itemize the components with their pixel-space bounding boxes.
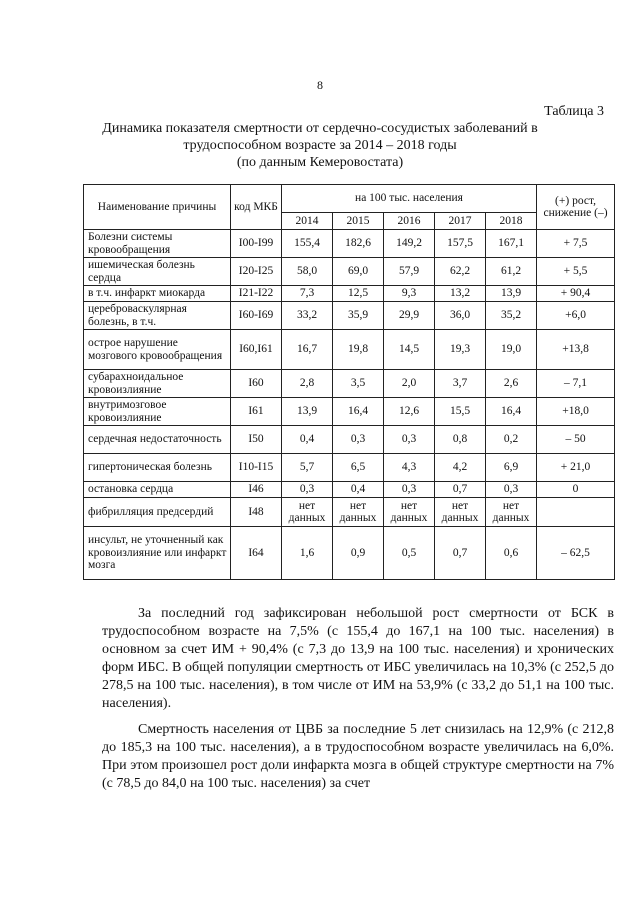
rate-cell: 69,0	[333, 258, 384, 286]
cause-name: сердечная недостаточность	[84, 426, 231, 454]
icd-code: I20-I25	[231, 258, 282, 286]
change-cell: + 90,4	[537, 286, 615, 302]
header-year: 2018	[486, 213, 537, 230]
change-cell: +13,8	[537, 330, 615, 370]
cause-name: цереброваскулярная болезнь, в т.ч.	[84, 302, 231, 330]
rate-cell: 14,5	[384, 330, 435, 370]
rate-cell: 0,3	[282, 482, 333, 498]
change-cell: + 7,5	[537, 230, 615, 258]
rate-cell: 12,5	[333, 286, 384, 302]
icd-code: I46	[231, 482, 282, 498]
rate-cell: 6,9	[486, 454, 537, 482]
table-row	[84, 258, 615, 286]
icd-code: I61	[231, 398, 282, 426]
rate-cell: 0,3	[486, 482, 537, 498]
change-cell	[537, 498, 615, 527]
cause-name: остановка сердца	[84, 482, 231, 498]
table-row	[84, 230, 615, 258]
table-title	[60, 120, 580, 171]
rate-cell: нет данных	[384, 498, 435, 527]
header-year: 2016	[384, 213, 435, 230]
icd-code: I60-I69	[231, 302, 282, 330]
rate-cell: 0,2	[486, 426, 537, 454]
rate-cell: 19,3	[435, 330, 486, 370]
table-row	[84, 286, 615, 302]
header-year: 2017	[435, 213, 486, 230]
cause-name: фибрилляция предсердий	[84, 498, 231, 527]
table-label: Таблица 3	[544, 104, 604, 119]
body-text	[102, 605, 614, 793]
rate-cell: 33,2	[282, 302, 333, 330]
icd-code: I48	[231, 498, 282, 527]
change-cell: – 7,1	[537, 370, 615, 398]
rate-cell: 0,4	[333, 482, 384, 498]
rate-cell: нет данных	[333, 498, 384, 527]
cause-name: гипертоническая болезнь	[84, 454, 231, 482]
icd-code: I50	[231, 426, 282, 454]
rate-cell: 2,6	[486, 370, 537, 398]
icd-code: I60,I61	[231, 330, 282, 370]
rate-cell: 157,5	[435, 230, 486, 258]
rate-cell: 15,5	[435, 398, 486, 426]
rate-cell: 149,2	[384, 230, 435, 258]
icd-code: I21-I22	[231, 286, 282, 302]
table-row	[84, 454, 615, 482]
paragraph: За последний год зафиксирован небольшой рост смертности от БСК в трудоспособном возрасте на 7,5% (с 155,4 до 167,1 на 100 тыс. населения) в основном за счет ИМ + 90,4% (с 7,3 до 13,9 на 100 тыс. населения) и хронических форм ИБС. В общей популяции смертность от ИБС увеличилась на 10,3% (с 252,5 до 278,5 на 100 тыс. населения), в том числе от ИМ на 53,9% (с 33,2 до 51,1 на 100 тыс. населения).	[102, 606, 614, 711]
rate-cell: 29,9	[384, 302, 435, 330]
rate-cell: нет данных	[435, 498, 486, 527]
rate-cell: 16,4	[486, 398, 537, 426]
cause-name: ишемическая болезнь сердца	[84, 258, 231, 286]
rate-cell: 12,6	[384, 398, 435, 426]
table-row	[84, 426, 615, 454]
paragraph: Смертность населения от ЦВБ за последние 5 лет снизилась на 12,9% (с 212,8 до 185,3 на 100 тыс. населения), а в трудоспособном возрасте увеличилась на 6,0%. При этом произошел рост доли инфаркта мозга в общей структуре смертности на 7% (с 78,5 до 84,0 на 100 тыс. населения) за счет	[102, 722, 614, 791]
change-cell: +18,0	[537, 398, 615, 426]
icd-code: I00-I99	[231, 230, 282, 258]
cause-name: внутримозговое кровоизлияние	[84, 398, 231, 426]
header-name: Наименование причины	[84, 185, 231, 230]
rate-cell: 182,6	[333, 230, 384, 258]
rate-cell: 0,9	[333, 527, 384, 580]
table-row	[84, 527, 615, 580]
rate-cell: 5,7	[282, 454, 333, 482]
header-code: код МКБ	[231, 185, 282, 230]
table-body	[84, 230, 615, 580]
rate-cell: 36,0	[435, 302, 486, 330]
cause-name: инсульт, не уточненный как кровоизлияние или инфаркт мозга	[84, 527, 231, 580]
table-row	[84, 482, 615, 498]
rate-cell: 4,3	[384, 454, 435, 482]
icd-code: I60	[231, 370, 282, 398]
rate-cell: 35,2	[486, 302, 537, 330]
rate-cell: 0,4	[282, 426, 333, 454]
header-per100k: на 100 тыс. населения	[282, 185, 537, 213]
table-row	[84, 398, 615, 426]
change-cell: 0	[537, 482, 615, 498]
table-title-line: Динамика показателя смертности от сердечно-сосудистых заболеваний в	[102, 121, 538, 136]
rate-cell: 2,0	[384, 370, 435, 398]
table-row	[84, 330, 615, 370]
table-title-line: трудоспособном возрасте за 2014 – 2018 годы	[183, 138, 457, 153]
rate-cell: 6,5	[333, 454, 384, 482]
rate-cell: 4,2	[435, 454, 486, 482]
rate-cell: 19,0	[486, 330, 537, 370]
change-cell: – 50	[537, 426, 615, 454]
rate-cell: 58,0	[282, 258, 333, 286]
rate-cell: 155,4	[282, 230, 333, 258]
header-change: (+) рост, снижение (–)	[537, 185, 615, 230]
table-row	[84, 302, 615, 330]
rate-cell: 3,7	[435, 370, 486, 398]
rate-cell: 9,3	[384, 286, 435, 302]
change-cell: – 62,5	[537, 527, 615, 580]
rate-cell: 0,6	[486, 527, 537, 580]
icd-code: I10-I15	[231, 454, 282, 482]
table-title-line: (по данным Кемеровостата)	[236, 155, 404, 170]
rate-cell: нет данных	[282, 498, 333, 527]
rate-cell: 0,5	[384, 527, 435, 580]
rate-cell: 13,9	[282, 398, 333, 426]
rate-cell: 7,3	[282, 286, 333, 302]
rate-cell: 0,8	[435, 426, 486, 454]
rate-cell: 2,8	[282, 370, 333, 398]
rate-cell: 13,2	[435, 286, 486, 302]
rate-cell: 19,8	[333, 330, 384, 370]
table-row	[84, 370, 615, 398]
rate-cell: 0,3	[384, 426, 435, 454]
change-cell: + 5,5	[537, 258, 615, 286]
rate-cell: 13,9	[486, 286, 537, 302]
icd-code: I64	[231, 527, 282, 580]
change-cell: +6,0	[537, 302, 615, 330]
rate-cell: 167,1	[486, 230, 537, 258]
rate-cell: нет данных	[486, 498, 537, 527]
table-row	[84, 498, 615, 527]
header-year: 2015	[333, 213, 384, 230]
mortality-table	[83, 184, 615, 580]
rate-cell: 16,4	[333, 398, 384, 426]
rate-cell: 0,7	[435, 527, 486, 580]
cause-name: острое нарушение мозгового кровообращения	[84, 330, 231, 370]
rate-cell: 62,2	[435, 258, 486, 286]
change-cell: + 21,0	[537, 454, 615, 482]
rate-cell: 1,6	[282, 527, 333, 580]
rate-cell: 61,2	[486, 258, 537, 286]
page-number: 8	[317, 78, 323, 92]
rate-cell: 57,9	[384, 258, 435, 286]
rate-cell: 0,7	[435, 482, 486, 498]
rate-cell: 0,3	[333, 426, 384, 454]
cause-name: в т.ч. инфаркт миокарда	[84, 286, 231, 302]
rate-cell: 16,7	[282, 330, 333, 370]
cause-name: Болезни системы кровообращения	[84, 230, 231, 258]
rate-cell: 35,9	[333, 302, 384, 330]
cause-name: субарахноидальное кровоизлияние	[84, 370, 231, 398]
rate-cell: 0,3	[384, 482, 435, 498]
rate-cell: 3,5	[333, 370, 384, 398]
header-year: 2014	[282, 213, 333, 230]
